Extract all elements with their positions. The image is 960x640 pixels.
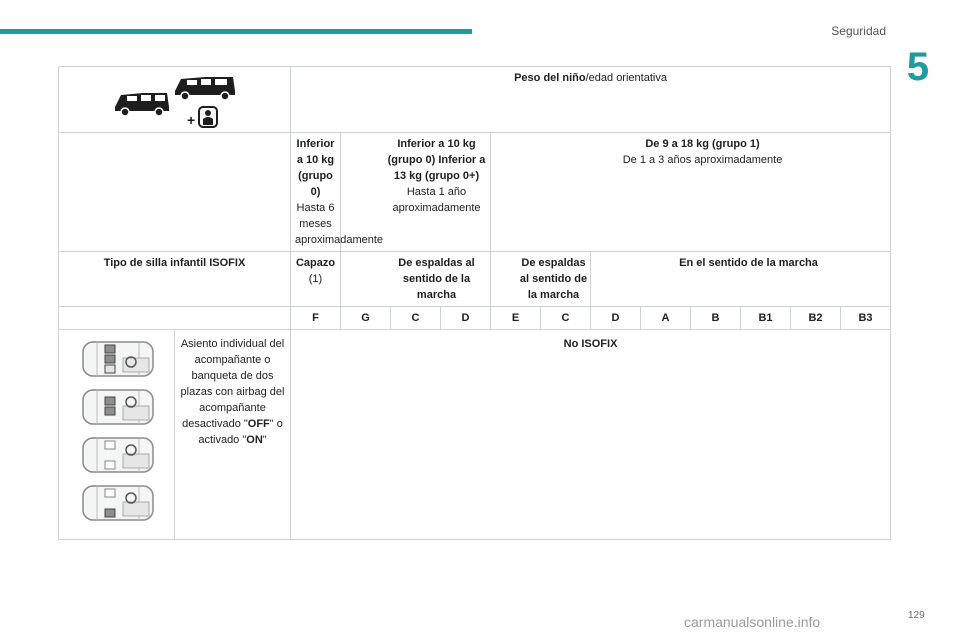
size-class: B2 bbox=[791, 307, 841, 330]
capazo-cell bbox=[291, 252, 341, 307]
vehicle-seat-layout-icon bbox=[77, 386, 157, 428]
seat-description-text: Asiento individual del acompañante o banqueta de dos plazas con airbag del acompañante desactivado " bbox=[180, 338, 285, 430]
vehicle-icons-cell bbox=[59, 67, 291, 133]
seat-description bbox=[175, 330, 291, 540]
size-class: B1 bbox=[741, 307, 791, 330]
forward-facing-label: En el sentido de la marcha bbox=[591, 252, 891, 307]
svg-text:+: + bbox=[186, 112, 195, 128]
weight-header-bold: Peso del niño bbox=[514, 72, 586, 84]
group-1-cell bbox=[491, 133, 891, 252]
watermark-text: carmanualsonline.info bbox=[684, 614, 821, 630]
size-class: B bbox=[691, 307, 741, 330]
airbag-off-label: OFF bbox=[247, 418, 270, 430]
capazo-ref: (1) bbox=[308, 273, 323, 285]
size-class: E bbox=[491, 307, 541, 330]
group-1-age: De 1 a 3 años aproximadamente bbox=[622, 154, 783, 166]
size-class: G bbox=[341, 307, 391, 330]
group-0plus-age: Hasta 1 año aproximadamente bbox=[392, 186, 481, 214]
group-0-weight: Inferior a 10 kg (grupo 0) bbox=[296, 138, 335, 198]
weight-header-rest: /edad orientativa bbox=[585, 72, 667, 84]
group-1-weight: De 9 a 18 kg (grupo 1) bbox=[645, 138, 760, 150]
vehicle-seat-layout-icon bbox=[77, 482, 157, 524]
seat-type-row bbox=[59, 252, 891, 307]
van-icons bbox=[105, 71, 245, 129]
vehicle-seat-layout-icon bbox=[77, 434, 157, 476]
child-seat-plus-icon bbox=[187, 107, 217, 128]
group-row bbox=[59, 133, 891, 252]
empty-cell bbox=[59, 133, 291, 252]
section-title: Seguridad bbox=[831, 24, 886, 38]
passenger-seat-row bbox=[59, 330, 891, 540]
size-class: D bbox=[591, 307, 641, 330]
rear-facing-label: De espaldas al sentido de la marcha bbox=[341, 252, 491, 307]
weight-header bbox=[291, 67, 891, 133]
group-0-cell bbox=[291, 133, 384, 252]
size-class-row bbox=[59, 307, 891, 330]
empty-cell bbox=[59, 307, 291, 330]
size-class: F bbox=[291, 307, 341, 330]
seat-diagrams bbox=[63, 338, 170, 524]
size-class: A bbox=[641, 307, 691, 330]
group-0plus-weight: Inferior a 10 kg (grupo 0) Inferior a 13 kg (grupo 0+) bbox=[387, 138, 486, 182]
size-class: C bbox=[541, 307, 591, 330]
capazo-label: Capazo bbox=[295, 257, 336, 269]
chapter-number: 5 bbox=[906, 45, 930, 89]
no-isofix-value: No ISOFIX bbox=[291, 330, 891, 540]
vehicle-seat-layout-icon bbox=[77, 338, 157, 380]
isofix-table bbox=[58, 66, 891, 540]
seat-diagrams-cell bbox=[59, 330, 175, 540]
rear-facing-label-2: De espaldas al sentido de la marcha bbox=[491, 252, 591, 307]
weight-header-row bbox=[59, 67, 891, 133]
group-0-age: Hasta 6 meses aproximadamente bbox=[295, 202, 384, 246]
size-class: D bbox=[441, 307, 491, 330]
seat-type-label: Tipo de silla infantil ISOFIX bbox=[59, 252, 291, 307]
seat-description-mid: " o activado " bbox=[198, 418, 283, 446]
van-icon-2 bbox=[175, 77, 235, 100]
van-icon-1 bbox=[115, 93, 169, 116]
size-class: B3 bbox=[841, 307, 891, 330]
airbag-on-label: ON bbox=[246, 434, 263, 446]
header-accent-bar bbox=[0, 29, 472, 34]
page-number: 129 bbox=[908, 610, 925, 621]
size-class: C bbox=[391, 307, 441, 330]
seat-description-end: " bbox=[262, 434, 267, 446]
